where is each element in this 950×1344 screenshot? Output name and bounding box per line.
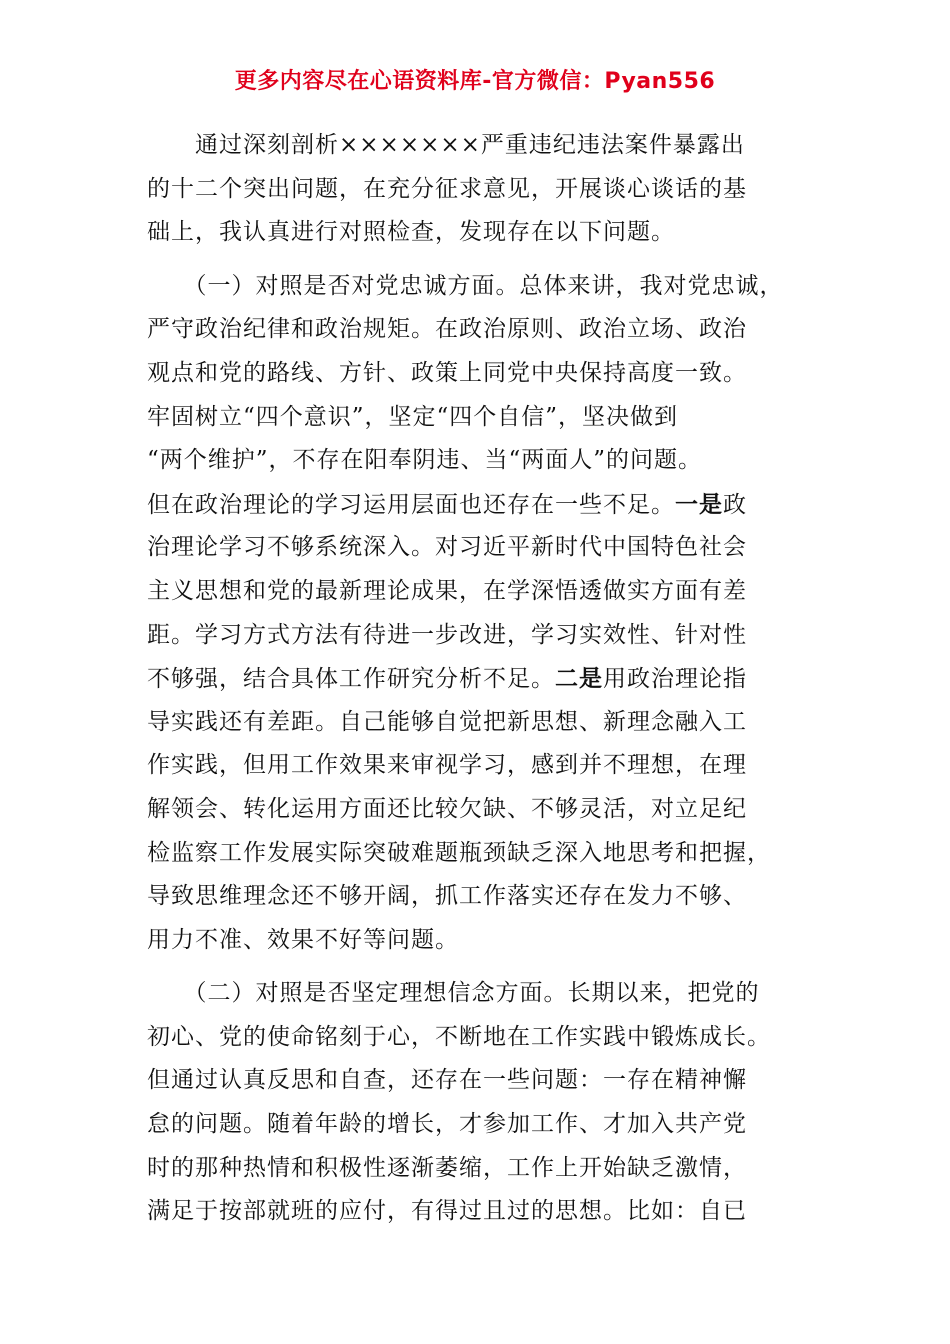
text-line (147, 788, 815, 832)
paragraph-gap (147, 255, 815, 265)
text-line (147, 1147, 815, 1191)
text-line (147, 875, 815, 919)
text-line (147, 919, 815, 963)
text-segment: 初心、党的使命铭刻于心，不断地在工作实践中锻炼成长。 (147, 1023, 771, 1050)
text-line (147, 832, 815, 876)
text-line (147, 1059, 815, 1103)
text-line (147, 570, 815, 614)
text-segment: 满足于按部就班的应付，有得过且过的思想。比如：自已 (147, 1198, 747, 1225)
document-body (147, 124, 815, 1234)
text-line (147, 701, 815, 745)
text-line (147, 1103, 815, 1147)
text-segment: 怠的问题。随着年龄的增长，才参加工作、才加入共产党 (147, 1111, 747, 1138)
text-line (147, 614, 815, 658)
text-line (147, 483, 815, 527)
text-segment: （一）对照是否对党忠诚方面。总体来讲，我对党忠诚， (147, 272, 784, 299)
text-segment: 用政治理论指 (603, 666, 747, 693)
text-line (147, 1190, 815, 1234)
emphasis-text: 一是 (675, 490, 723, 518)
text-line (147, 526, 815, 570)
text-line (147, 352, 815, 396)
text-segment: 解领会、转化运用方面还比较欠缺、不够灵活，对立足纪 (147, 795, 747, 822)
text-line (147, 124, 815, 168)
text-line (147, 657, 815, 701)
text-segment: 距。学习方式方法有待进一步改进，学习实效性、针对性 (147, 621, 747, 648)
text-line (147, 744, 815, 788)
text-segment: 础上，我认真进行对照检查，发现存在以下问题。 (147, 219, 675, 246)
text-segment: “两个维护”，不存在阳奉阴违、当“两面人”的问题。 (147, 447, 703, 474)
paragraph-gap (147, 962, 815, 972)
text-line (147, 168, 815, 212)
text-segment: 政 (723, 491, 747, 518)
text-segment: 严守政治纪律和政治规矩。在政治原则、政治立场、政治 (147, 316, 747, 343)
text-segment: 的十二个突出问题，在充分征求意见，开展谈心谈话的基 (147, 175, 747, 202)
paragraph (147, 972, 815, 1234)
text-segment: 牢固树立“四个意识”，坚定“四个自信”，坚决做到 (147, 403, 679, 430)
paragraph (147, 124, 815, 255)
text-segment: 但通过认真反思和自查，还存在一些问题：一存在精神懈 (147, 1067, 747, 1094)
text-segment: 时的那种热情和积极性逐渐萎缩，工作上开始缺乏激情， (147, 1154, 747, 1181)
paragraph (147, 265, 815, 963)
text-line (147, 1016, 815, 1060)
text-segment: 治理论学习不够系统深入。对习近平新时代中国特色社会 (147, 534, 747, 561)
text-segment: （二）对照是否坚定理想信念方面。长期以来，把党的 (147, 980, 760, 1007)
text-line (147, 265, 815, 309)
text-line (147, 308, 815, 352)
text-segment: 但在政治理论的学习运用层面也还存在一些不足。 (147, 491, 675, 518)
page-header-banner: 更多内容尽在心语资料库-官方微信：Pyan556 (234, 69, 716, 94)
text-segment: 主义思想和党的最新理论成果，在学深悟透做实方面有差 (147, 577, 747, 604)
text-line (147, 396, 815, 440)
text-segment: 不够强，结合具体工作研究分析不足。 (147, 666, 555, 693)
text-segment: 用力不准、效果不好等问题。 (147, 926, 459, 953)
text-segment: 通过深刻剖析×××××××严重违纪违法案件暴露出 (147, 132, 745, 158)
text-segment: 导实践还有差距。自己能够自觉把新思想、新理念融入工 (147, 708, 747, 735)
text-segment: 导致思维理念还不够开阔，抓工作落实还存在发力不够、 (147, 883, 747, 910)
text-line (147, 211, 815, 255)
text-segment: 检监察工作发展实际突破难题瓶颈缺乏深入地思考和把握， (147, 839, 771, 866)
text-segment: 观点和党的路线、方针、政策上同党中央保持高度一致。 (147, 359, 747, 386)
emphasis-text: 二是 (555, 665, 603, 693)
text-line (147, 439, 815, 483)
text-segment: 作实践，但用工作效果来审视学习，感到并不理想，在理 (147, 752, 747, 779)
text-line (147, 972, 815, 1016)
